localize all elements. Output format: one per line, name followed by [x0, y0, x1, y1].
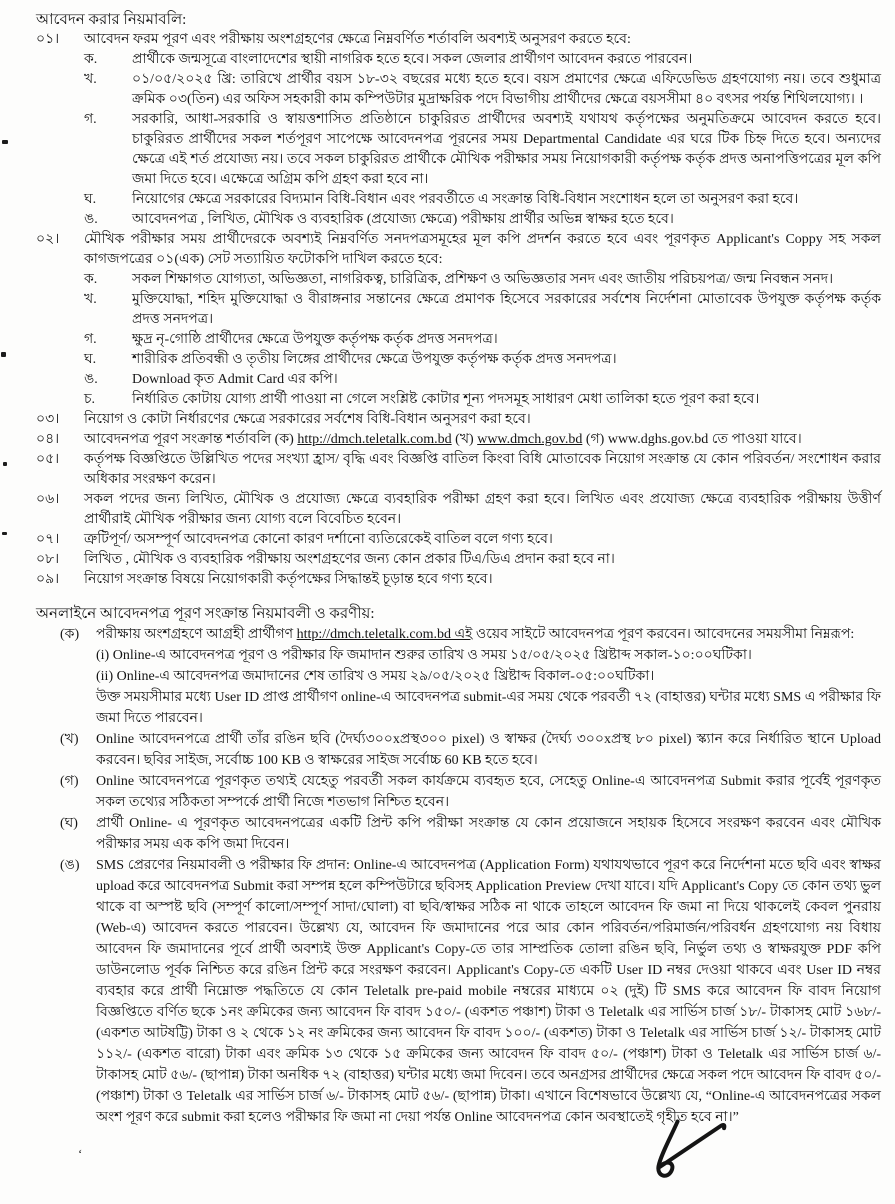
rules-section-heading: আবেদন করার নিয়মাবলি:: [36, 12, 187, 28]
sub-item-text: প্রার্থীকে জন্মসূত্রে বাংলাদেশের স্থায়ী নাগরিক হতে হবে। সকল জেলার প্রার্থীগণ আবেদন করতে পারবেন।: [132, 52, 693, 67]
sub-item: [84, 190, 881, 210]
scan-speck: [3, 462, 7, 466]
rule-item-number: ০২।: [36, 232, 60, 247]
sub-item: [84, 350, 881, 370]
rule-item-text: মৌখিক পরীক্ষার সময় প্রার্থীদেরকে অবশ্যই নিম্নবর্ণিত সনদপত্রসমূহের মূল কপি প্রদর্শন করতে হবে এবং পূরণকৃত Applicant's Coppy সহ সকল কাগজপত্রের ০১(এক) সেট সত্যায়িত ফটোকপি দাখিল করতে হবে:: [84, 232, 881, 267]
online-application-section: [36, 604, 881, 1128]
sub-item-text: Download কৃত Admit Card এর কপি।: [132, 372, 338, 387]
sub-item-label: চ.: [84, 392, 96, 407]
sub-item-label: গ.: [84, 332, 97, 347]
online-item-label: (গ): [60, 774, 79, 789]
online-item-line-i: (i) Online-এ আবেদনপত্র পূরণ ও পরীক্ষার ফি জমাদান শুরুর তারিখ ও সময় ১৫/০৫/২০২৫ খ্রিষ্টাব্দ সকাল-১০:০০ঘটিকা।: [96, 648, 752, 663]
rule-item-08: [36, 550, 881, 570]
rule-item-text: ত্রুটিপূর্ণ/ অসম্পূর্ণ আবেদনপত্র কোনো কারণ দর্শানো ব্যতিরেকেই বাতিল বলে গণ্য হবে।: [84, 532, 553, 547]
rule-item-number: ০৫।: [36, 452, 60, 467]
sub-item-text: ক্ষুদ্র নৃ-গোষ্ঠি প্রার্থীদের ক্ষেত্রে উপযুক্ত কর্তৃপক্ষ কর্তৃক প্রদত্ত সনদপত্র।: [132, 332, 498, 347]
rule-item-number: ০৭।: [36, 532, 60, 547]
sub-item-text: নিয়োগের ক্ষেত্রে সরকারের বিদ্যমান বিধি-বিধান এবং পরবর্তীতে এ সংক্রান্ত বিধি-বিধান সংশোধন হলে তা অনুসরণ করা হবে।: [132, 192, 799, 207]
sub-item-text: সরকারি, আধা-সরকারি ও স্বায়ত্তশাসিত প্রতিষ্ঠানে চাকুরিরত প্রার্থীদের অবশ্যই যথাযথ কর্তৃপক্ষের অনুমতিক্রমে আবেদন করতে হবে। চাকুরিরত প্রার্থীদের সকল শর্তপূরণ সাপেক্ষে আবেদনপত্র পূরনের সময় Departmental Candidate এর ঘরে টিক চিহ্ন দিতে হবে। অন্যদের ক্ষেত্রে এই শর্ত প্রযোজ্য নয়। তবে সকল চাকুরিরত প্রার্থীকে মৌখিক পরীক্ষার সময় নিয়োগকারী কর্তৃপক্ষ কর্তৃক প্রদত্ত অনাপত্তিপত্রের মূল কপি জমা দিতে হবে। এক্ষেত্রে অগ্রিম কপি গ্রহণ করা হবে না।: [132, 112, 881, 187]
sub-item: [84, 110, 881, 190]
online-item-label: (ঘ): [60, 816, 78, 831]
sub-item-label: ক.: [84, 272, 98, 287]
sub-item-text: আবেদনপত্র , লিখিত, মৌখিক ও ব্যবহারিক (প্রযোজ্য ক্ষেত্রে) পরীক্ষায় প্রার্থীর অভিন্ন স্বাক্ষর হতে হবে।: [132, 212, 674, 227]
scan-stray-mark: ‘: [78, 1146, 83, 1161]
scan-speck: [1, 352, 6, 357]
rule-item-06: [36, 490, 881, 530]
sub-item: [84, 70, 881, 110]
rule-item-number: ০৮।: [36, 552, 60, 567]
sub-item-label: ক.: [84, 52, 98, 67]
sub-item-text: সকল শিক্ষাগত যোগ্যতা, অভিজ্ঞতা, নাগরিকত্ব, চারিত্রিক, প্রশিক্ষণ ও অভিজ্ঞতার সনদ এবং জাতীয় পরিচয়পত্র/ জন্ম নিবন্ধন সনদ।: [132, 272, 834, 287]
sub-item-label: ঙ.: [84, 212, 98, 227]
handwritten-checkmark: [645, 1112, 731, 1188]
rule-item-number: ০৬।: [36, 492, 60, 507]
sub-item: [84, 330, 881, 350]
sub-item-label: খ.: [84, 292, 97, 307]
online-item-text: Online আবেদনপত্রে পূরণকৃত তথ্যই যেহেতু পরবর্তী সকল কার্যক্রমে ব্যবহৃত হবে, সেহেতু Online-এ আবেদনপত্র Submit করার পূর্বেই পূরণকৃত সকল তথ্যের সঠিকতা সম্পর্কে প্রার্থী নিজে শতভাগ নিশ্চিত হবেন।: [96, 774, 881, 810]
online-item-uma: [60, 855, 881, 1128]
rule-item-text-with-urls: আবেদনপত্র পূরণ সংক্রান্ত শর্তাবলি (ক) http://dmch.teletalk.com.bd (খ) www.dmch.gov.bd (গ) www.dghs.gov.bd তে পাওয়া যাবে।: [84, 432, 802, 447]
rule-item-text: আবেদন ফরম পূরণ এবং পরীক্ষায় অংশগ্রহণের ক্ষেত্রে নিম্নবর্ণিত শর্তাবলি অবশ্যই অনুসরণ করতে হবে:: [84, 32, 631, 47]
rule-item-number: ০৯।: [36, 572, 60, 587]
online-item-ka: [60, 624, 881, 729]
sub-item: [84, 290, 881, 330]
sub-item: [84, 270, 881, 290]
rule-item-05: [36, 450, 881, 490]
sub-item: [84, 390, 881, 410]
rule-item-number: ০৪।: [36, 432, 60, 447]
rule-item-number: ০১।: [36, 32, 60, 47]
rule-item-01: [36, 30, 881, 230]
online-item-line-note: উক্ত সময়সীমার মধ্যে User ID প্রাপ্ত প্রার্থীগণ online-এ আবেদনপত্র submit-এর সময় থেকে পরবর্তী ৭২ (বাহাত্তর) ঘন্টার মধ্যে SMS এ পরীক্ষার ফি জমা দিতে পারবেন।: [96, 690, 881, 726]
online-item-kha: [60, 729, 881, 771]
sub-item: [84, 370, 881, 390]
online-item-text: SMS প্রেরণের নিয়মাবলী ও পরীক্ষার ফি প্রদান: Online-এ আবেদনপত্র (Application Form) যথাযথভাবে পূরণ করে নির্দেশনা মতে ছবি এবং স্বাক্ষর upload করে আবেদনপত্র Submit করা সম্পন্ন হলে কম্পিউটারে ছবিসহ Application Preview দেখা যাবে। যদি Applicant's Copy তে কোন তথ্য ভুল থাকে বা অস্পষ্ট ছবি (সম্পূর্ণ কালো/সম্পূর্ণ সাদা/ঘোলা) বা ছবি/স্বাক্ষর সঠিক না থাকে তাহলে আবেদন ফি জমা না দিয়ে থাকলেই কেবল পুনরায় (Web-এ) আবেদন করতে পারবেন। উল্লেখ্য যে, আবেদন ফি জমাদানের পরে আর কোন পরিবর্তন/পরিমার্জন/পরিবর্ধন গ্রহণযোগ্য নয় বিধায় আবেদন ফি জমাদানের পূর্বে প্রার্থী অবশ্যই উক্ত Applicant's Copy-তে তার সাম্প্রতিক তোলা রঙিন ছবি, নির্ভুল তথ্য ও স্বাক্ষরযুক্ত PDF কপি ডাউনলোড পূর্বক নিশ্চিত করে রঙিন প্রিন্ট করে সংরক্ষণ করবেন। Applicant's Copy-তে একটি User ID নম্বর দেওয়া থাকবে এবং User ID নম্বর ব্যবহার করে প্রার্থী নিম্নোক্ত পদ্ধতিতে যে কোন Teletalk pre-paid mobile নম্বরের মাধ্যমে ০২ (দুই) টি SMS করে আবেদন ফি বাবদ নিয়োগ বিজ্ঞপ্তিতে বর্ণিত ছকে ১নং ক্রমিকের জন্য আবেদন ফি বাবদ ১৫০/- (একশত পঞ্চাশ) টাকা ও Teletalk এর সার্ভিস চার্জ ১৮/- টাকাসহ মোট ১৬৮/- (একশত আটষট্টি) টাকা ও ২ থেকে ১২ নং ক্রমিকের জন্য আবেদন ফি বাবদ ১০০/- (একশত) টাকা ও Teletalk এর সার্ভিস চার্জ ১২/- টাকাসহ মোট ১১২/- (একশত বারো) টাকা এবং ক্রমিক ১৩ থেকে ১৫ ক্রমিকের জন্য আবেদন ফি বাবদ ৫০/- (পঞ্চাশ) টাকা ও Teletalk এর সার্ভিস চার্জ ৬/- টাকাসহ মোট ৫৬/- (ছাপান্ন) টাকা অনধিক ৭২ (বাহাত্তর) ঘন্টার মধ্যে জমা দিবেন। তবে অনগ্রসর প্রার্থীদের ক্ষেত্রে সকল পদে আবেদন ফি বাবদ ৫০/- (পঞ্চাশ) টাকা ও Teletalk এর সার্ভিস চার্জ ৬/- টাকাসহ মোট ৫৬/- (ছাপান্ন) টাকা। এখানে বিশেষভাবে উল্লেখ্য যে, “Online-এ আবেদনপত্রের সকল অংশ পূরণ করে submit করা হলেও পরীক্ষার ফি জমা না দেয়া পর্যন্ত Online আবেদনপত্র কোন অবস্থাতেই গৃহীত হবে না।”: [96, 858, 882, 1125]
sub-item-label: গ.: [84, 112, 97, 127]
rule-item-number: ০৩।: [36, 412, 60, 427]
rule-item-09: [36, 570, 881, 590]
scan-speck: [2, 140, 8, 144]
rule-item-text: নিয়োগ সংক্রান্ত বিষয়ে নিয়োগকারী কর্তৃপক্ষের সিদ্ধান্তই চূড়ান্ত হবে গণ্য হবে।: [84, 572, 493, 587]
online-item-text: প্রার্থী Online- এ পূরণকৃত আবেদনপত্রের একটি প্রিন্ট কপি পরীক্ষা সংক্রান্ত যে কোন প্রয়োজনে সহায়ক হিসেবে সংরক্ষণ করবেন এবং মৌখিক পরীক্ষার সময় এক কপি জমা দিবেন।: [96, 816, 881, 852]
online-item-label: (ক): [60, 627, 80, 642]
rule-item-03: [36, 410, 881, 430]
online-section-heading: অনলাইনে আবেদনপত্র পূরণ সংক্রান্ত নিয়মাবলী ও করণীয়:: [36, 606, 375, 622]
rule-item-text: লিখিত , মৌখিক ও ব্যবহারিক পরীক্ষায় অংশগ্রহণের জন্য কোন প্রকার টিএ/ডিএ প্রদান করা হবে না।: [84, 552, 615, 567]
rules-section: [36, 10, 881, 590]
online-item-line-ii: (ii) Online-এ আবেদনপত্র জমাদানের শেষ তারিখ ও সময় ২৯/০৫/২০২৫ খ্রিষ্টাব্দ বিকাল-০৫:০০ঘটিকা।: [96, 669, 655, 684]
sub-item-text: ০১/০৫/২০২৫ খ্রি: তারিখে প্রার্থীর বয়স ১৮-৩২ বছরের মধ্যে হতে হবে। বয়স প্রমাণের ক্ষেত্রে এফিডেভিড গ্রহণযোগ্য নয়। তবে শুধুমাত্র ক্রমিক ০৩(তিন) এর অফিস সহকারী কাম কম্পিউটার মুদ্রাক্ষরিক পদে বিভাগীয় প্রার্থীদের ক্ষেত্রে বয়সসীমা ৪০ বৎসর পর্যন্ত শিথিলযোগ্য। ।: [132, 72, 881, 107]
online-item-label: (ঙ): [60, 858, 80, 873]
rule-item-text: সকল পদের জন্য লিখিত, মৌখিক ও প্রযোজ্য ক্ষেত্রে ব্যবহারিক পরীক্ষা গ্রহণ করা হবে। লিখিত এবং প্রযোজ্য ক্ষেত্রে ব্যবহারিক পরীক্ষায় উত্তীর্ণ প্রার্থীরাই মৌখিক পরীক্ষার জন্য যোগ্য বলে বিবেচিত হবেন।: [84, 492, 881, 527]
online-item-gha: [60, 813, 881, 855]
sub-item-label: খ.: [84, 72, 97, 87]
online-item-text-with-url: পরীক্ষায় অংশগ্রহণে আগ্রহী প্রার্থীগণ http://dmch.teletalk.com.bd এই ওয়েব সাইটে আবেদনপত্র পূরণ করবেন। আবেদনের সময়সীমা নিম্নরূপ:: [96, 627, 855, 642]
scan-speck: [2, 532, 7, 535]
sub-item-text: শারীরিক প্রতিবন্ধী ও তৃতীয় লিঙ্গের প্রার্থীদের ক্ষেত্রে উপযুক্ত কর্তৃপক্ষ কর্তৃক প্রদত্ত সনদপত্র।: [132, 352, 617, 367]
online-item-label: (খ): [60, 732, 79, 747]
rule-item-04: [36, 430, 881, 450]
rule-item-text: নিয়োগ ও কোটা নির্ধারণের ক্ষেত্রে সরকারের সর্বশেষ বিধি-বিধান অনুসরণ করা হবে।: [84, 412, 531, 427]
sub-item: [84, 210, 881, 230]
rule-item-07: [36, 530, 881, 550]
rule-item-text: কর্তৃপক্ষ বিজ্ঞপ্তিতে উল্লিখিত পদের সংখ্যা হ্রাস/ বৃদ্ধি এবং বিজ্ঞপ্তি বাতিল কিংবা বিধি মোতাবেক নিয়োগ সংক্রান্ত যে কোন পরিবর্তন/ সংশোধন করার অধিকার সংরক্ষণ করেন।: [84, 452, 881, 487]
sub-item: [84, 50, 881, 70]
rule-item-02: [36, 230, 881, 410]
online-item-text: Online আবেদনপত্রে প্রার্থী তাঁর রঙিন ছবি (দৈর্ঘ্য৩০০xপ্রস্থ৩০০ pixel) ও স্বাক্ষর (দৈর্ঘ্য ৩০০xপ্রস্থ ৮০ pixel) স্ক্যান করে নির্ধারিত স্থানে Upload করবেন। ছবির সাইজ, সর্বোচ্চ 100 KB ও স্বাক্ষরের সাইজ সর্বোচ্চ 60 KB হতে হবে।: [96, 732, 881, 768]
sub-item-label: ঙ.: [84, 372, 98, 387]
sub-item-label: ঘ.: [84, 192, 97, 207]
online-item-ga: [60, 771, 881, 813]
sub-item-text: মুক্তিযোদ্ধা, শহিদ মুক্তিযোদ্ধা ও বীরাঙ্গনার সন্তানের ক্ষেত্রে প্রমাণক হিসেবে সরকারের সর্বশেষ নির্দেশনা মোতাবেক উপযুক্ত কর্তৃপক্ষ কর্তৃক প্রদত্ত সনদপত্র।: [132, 292, 881, 327]
sub-item-text: নির্ধারিত কোটায় যোগ্য প্রার্থী পাওয়া না গেলে সংশ্লিষ্ট কোটার শূন্য পদসমূহ সাধারণ মেধা তালিকা হতে পূরণ করা হবে।: [132, 392, 760, 407]
sub-item-label: ঘ.: [84, 352, 97, 367]
